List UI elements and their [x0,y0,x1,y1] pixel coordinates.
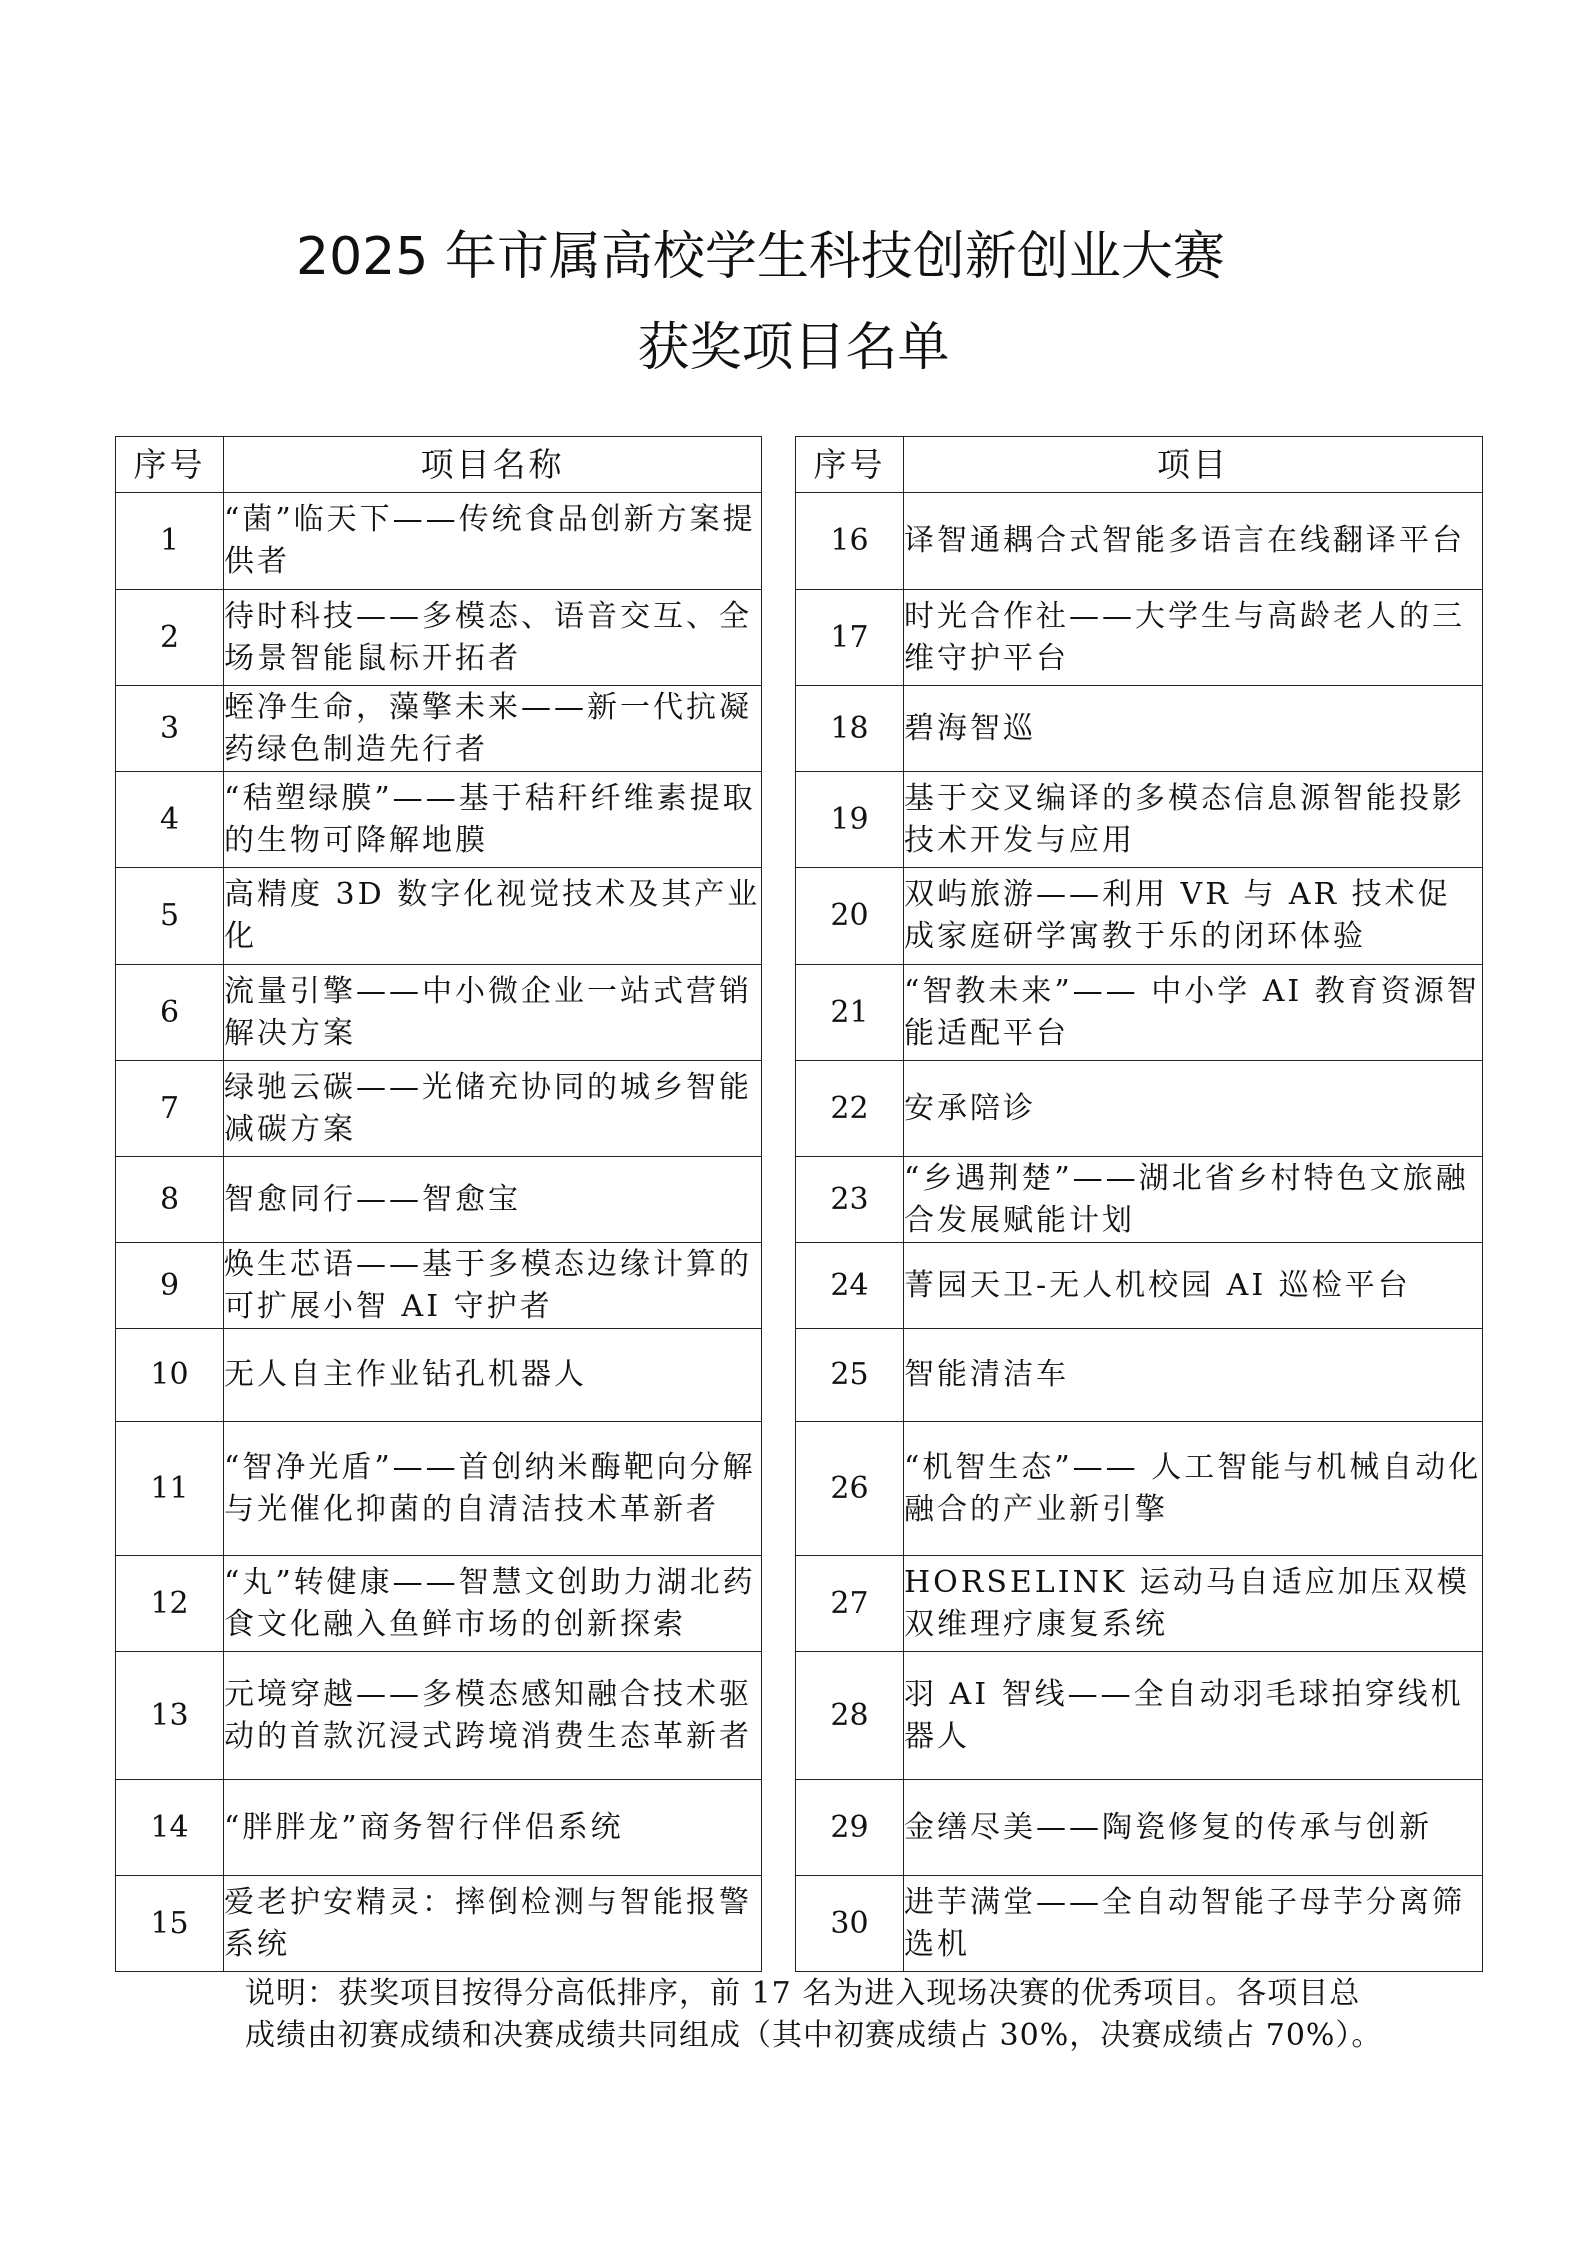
project-name: “机智生态”—— 人工智能与机械自动化融合的产业新引擎 [904,1422,1483,1556]
row-number: 10 [116,1329,224,1422]
row-number: 30 [796,1876,904,1972]
row-number: 19 [796,772,904,868]
award-table-right [795,436,1483,1972]
project-name: “乡遇荆楚”——湖北省乡村特色文旅融合发展赋能计划 [904,1157,1483,1243]
project-name: 双屿旅游——利用 VR 与 AR 技术促成家庭研学寓教于乐的闭环体验 [904,868,1483,965]
table-row [116,1652,762,1780]
project-name: 高精度 3D 数字化视觉技术及其产业化 [224,868,762,965]
project-name: “菌”临天下——传统食品创新方案提供者 [224,493,762,590]
header-project: 项目 [904,437,1483,493]
table-row [796,1061,1483,1157]
row-number: 29 [796,1780,904,1876]
note [245,1973,1382,2057]
table-row [116,868,762,965]
project-name: 金缮尽美——陶瓷修复的传承与创新 [904,1780,1483,1876]
row-number: 7 [116,1061,224,1157]
table-row [116,1243,762,1329]
project-name: 蛭净生命，藻擎未来——新一代抗凝药绿色制造先行者 [224,686,762,772]
table-row [116,1556,762,1652]
document-title-line1: 2025 年市属高校学生科技创新创业大赛 [296,227,1225,287]
row-number: 23 [796,1157,904,1243]
table-row [796,965,1483,1061]
row-number: 9 [116,1243,224,1329]
project-name: 元境穿越——多模态感知融合技术驱动的首款沉浸式跨境消费生态革新者 [224,1652,762,1780]
project-name: 智能清洁车 [904,1329,1483,1422]
row-number: 16 [796,493,904,590]
project-name: “胖胖龙”商务智行伴侣系统 [224,1780,762,1876]
table-row [796,493,1483,590]
table-row [796,1556,1483,1652]
row-number: 25 [796,1329,904,1422]
table-row [116,493,762,590]
row-number: 3 [116,686,224,772]
table-row [796,1780,1483,1876]
table-row [116,965,762,1061]
table-row [796,1157,1483,1243]
row-number: 28 [796,1652,904,1780]
project-name: 待时科技——多模态、语音交互、全场景智能鼠标开拓者 [224,590,762,686]
project-name: 绿驰云碳——光储充协同的城乡智能减碳方案 [224,1061,762,1157]
row-number: 26 [796,1422,904,1556]
table-row [796,590,1483,686]
project-name: “智净光盾”——首创纳米酶靶向分解与光催化抑菌的自清洁技术革新者 [224,1422,762,1556]
document-title-line2: 获奖项目名单 [637,318,950,378]
table-row [796,1422,1483,1556]
row-number: 21 [796,965,904,1061]
project-name: 羽 AI 智线——全自动羽毛球拍穿线机器人 [904,1652,1483,1780]
row-number: 11 [116,1422,224,1556]
row-number: 13 [116,1652,224,1780]
project-name: “秸塑绿膜”——基于秸秆纤维素提取的生物可降解地膜 [224,772,762,868]
row-number: 15 [116,1876,224,1972]
table-row [796,1329,1483,1422]
table-row [116,686,762,772]
row-number: 4 [116,772,224,868]
header-project-name: 项目名称 [224,437,762,493]
table-row [796,686,1483,772]
row-number: 24 [796,1243,904,1329]
note-line-1: 说明：获奖项目按得分高低排序，前 17 名为进入现场决赛的优秀项目。各项目总 [245,1976,1361,2011]
project-name: 无人自主作业钻孔机器人 [224,1329,762,1422]
table-row [796,772,1483,868]
table-row [796,1876,1483,1972]
table-row [796,1243,1483,1329]
row-number: 2 [116,590,224,686]
project-name: 基于交叉编译的多模态信息源智能投影技术开发与应用 [904,772,1483,868]
table-row [116,1329,762,1422]
project-name: 爱老护安精灵：摔倒检测与智能报警系统 [224,1876,762,1972]
header-seq: 序号 [116,437,224,493]
table-row [116,1876,762,1972]
row-number: 1 [116,493,224,590]
award-table-left [115,436,762,1972]
note-line-2: 成绩由初赛成绩和决赛成绩共同组成（其中初赛成绩占 30%，决赛成绩占 70%）。 [245,2018,1383,2053]
row-number: 6 [116,965,224,1061]
table-row [116,1157,762,1243]
row-number: 22 [796,1061,904,1157]
row-number: 8 [116,1157,224,1243]
table-row [116,590,762,686]
row-number: 12 [116,1556,224,1652]
project-name: 智愈同行——智愈宝 [224,1157,762,1243]
project-name: “丸”转健康——智慧文创助力湖北药食文化融入鱼鲜市场的创新探索 [224,1556,762,1652]
row-number: 14 [116,1780,224,1876]
project-name: 碧海智巡 [904,686,1483,772]
table-row [116,1061,762,1157]
row-number: 27 [796,1556,904,1652]
table-header-row [796,437,1483,493]
project-name: 进芋满堂——全自动智能子母芋分离筛选机 [904,1876,1483,1972]
project-name: 时光合作社——大学生与高龄老人的三维守护平台 [904,590,1483,686]
project-name: 流量引擎——中小微企业一站式营销解决方案 [224,965,762,1061]
project-name: 安承陪诊 [904,1061,1483,1157]
table-row [796,868,1483,965]
table-row [116,1422,762,1556]
row-number: 18 [796,686,904,772]
header-seq: 序号 [796,437,904,493]
project-name: 菁园天卫-无人机校园 AI 巡检平台 [904,1243,1483,1329]
table-header-row [116,437,762,493]
row-number: 17 [796,590,904,686]
project-name: HORSELINK 运动马自适应加压双模双维理疗康复系统 [904,1556,1483,1652]
row-number: 20 [796,868,904,965]
table-row [116,772,762,868]
project-name: “智教未来”—— 中小学 AI 教育资源智能适配平台 [904,965,1483,1061]
project-name: 焕生芯语——基于多模态边缘计算的可扩展小智 AI 守护者 [224,1243,762,1329]
row-number: 5 [116,868,224,965]
table-row [116,1780,762,1876]
project-name: 译智通耦合式智能多语言在线翻译平台 [904,493,1483,590]
table-row [796,1652,1483,1780]
